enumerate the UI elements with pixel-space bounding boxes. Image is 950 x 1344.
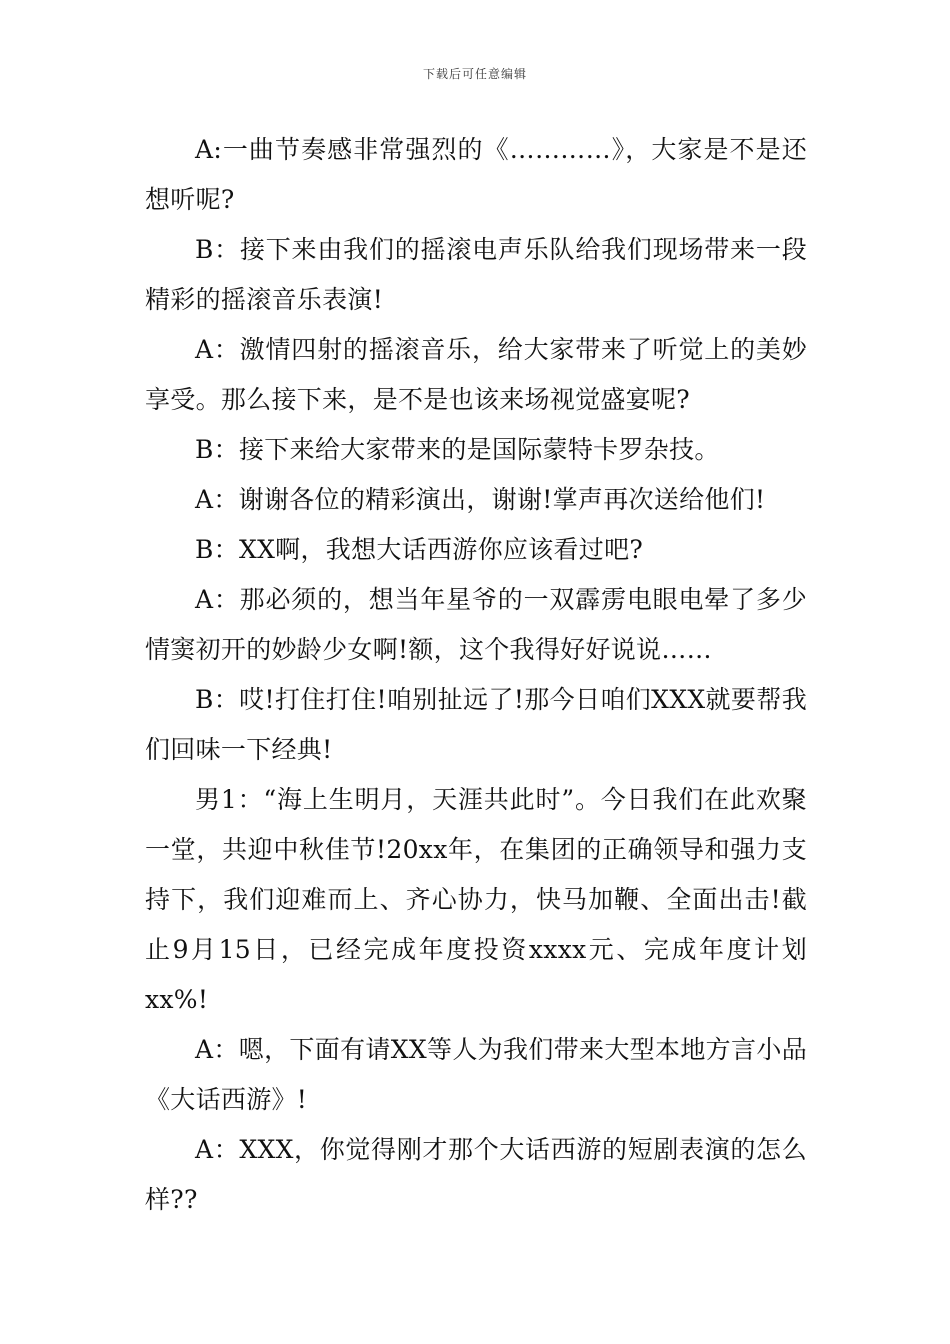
- page-header-note: 下载后可任意编辑: [422, 67, 527, 81]
- paragraph: B：接下来由我们的摇滚电声乐队给我们现场带来一段精彩的摇滚音乐表演!: [145, 235, 807, 314]
- paragraph: A：谢谢各位的精彩演出，谢谢!掌声再次送给他们!: [195, 485, 766, 514]
- paragraph: A：XXX，你觉得刚才那个大话西游的短剧表演的怎么样??: [145, 1135, 807, 1214]
- paragraph: B：哎!打住打住!咱别扯远了!那今日咱们XXX就要帮我们回味一下经典!: [145, 685, 807, 764]
- document-body: [145, 125, 807, 1225]
- paragraph: B：XX啊，我想大话西游你应该看过吧?: [195, 535, 644, 564]
- paragraph: A：嗯，下面有请XX等人为我们带来大型本地方言小品《大话西游》!: [145, 1035, 807, 1114]
- paragraph: A:一曲节奏感非常强烈的《…………》，大家是不是还想听呢?: [145, 135, 807, 214]
- paragraph: B：接下来给大家带来的是国际蒙特卡罗杂技。: [195, 435, 720, 464]
- paragraph: A：那必须的，想当年星爷的一双霹雳电眼电晕了多少情窦初开的妙龄少女啊!额，这个我得好好说说……: [145, 585, 807, 664]
- paragraph: A：激情四射的摇滚音乐，给大家带来了听觉上的美妙享受。那么接下来，是不是也该来场视觉盛宴呢?: [145, 335, 807, 414]
- paragraph: 男1：“海上生明月，天涯共此时”。今日我们在此欢聚一堂，共迎中秋佳节!20xx年，在集团的正确领导和强力支持下，我们迎难而上、齐心协力，快马加鞭、全面出击!截止9月15日，已经完成年度投资xxxx元、完成年度计划xx%!: [145, 785, 807, 1014]
